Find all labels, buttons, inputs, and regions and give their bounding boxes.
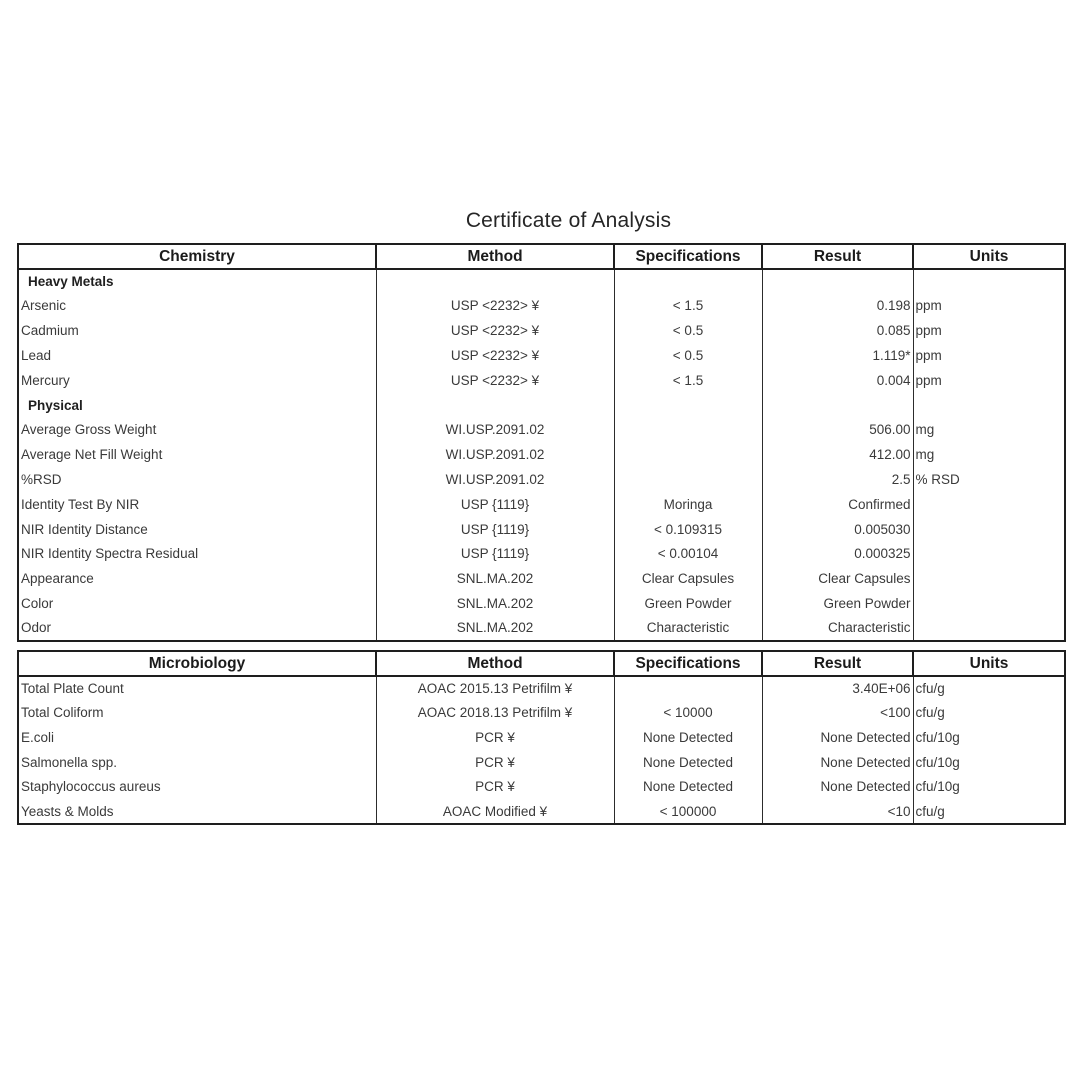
units-cell: cfu/10g: [913, 725, 1065, 750]
result-cell: 1.119*: [762, 343, 913, 368]
table-row: [18, 319, 1065, 344]
result-cell: None Detected: [762, 725, 913, 750]
result-cell: Green Powder: [762, 591, 913, 616]
analyte-cell: Average Gross Weight: [18, 418, 376, 443]
specification-cell: Moringa: [614, 492, 762, 517]
method-cell: AOAC 2018.13 Petrifilm ¥: [376, 701, 614, 726]
units-cell: cfu/g: [913, 799, 1065, 824]
table-row: [18, 725, 1065, 750]
table-row: [18, 294, 1065, 319]
specification-cell: [614, 467, 762, 492]
table-row: [18, 343, 1065, 368]
analyte-cell: Arsenic: [18, 294, 376, 319]
column-header-specifications: Specifications: [614, 244, 762, 269]
table-row: [18, 542, 1065, 567]
specification-cell: [614, 269, 762, 294]
method-cell: USP {1119}: [376, 517, 614, 542]
units-cell: mg: [913, 443, 1065, 468]
units-cell: cfu/10g: [913, 775, 1065, 800]
analyte-cell: Odor: [18, 616, 376, 641]
units-cell: ppm: [913, 294, 1065, 319]
table-row: [18, 591, 1065, 616]
units-cell: cfu/g: [913, 676, 1065, 701]
analyte-cell: Lead: [18, 343, 376, 368]
result-cell: 506.00: [762, 418, 913, 443]
column-header-specifications: Specifications: [614, 651, 762, 676]
specification-cell: Green Powder: [614, 591, 762, 616]
section-row: [18, 393, 1065, 418]
method-cell: PCR ¥: [376, 725, 614, 750]
table-row: [18, 443, 1065, 468]
method-cell: USP <2232> ¥: [376, 294, 614, 319]
table-row: [18, 368, 1065, 393]
result-cell: 0.000325: [762, 542, 913, 567]
section-label-cell: Physical: [18, 393, 376, 418]
result-cell: None Detected: [762, 750, 913, 775]
column-header-units: Units: [913, 651, 1065, 676]
result-cell: Confirmed: [762, 492, 913, 517]
specification-cell: < 1.5: [614, 368, 762, 393]
column-header-chemistry: Chemistry: [18, 244, 376, 269]
table-row: [18, 616, 1065, 641]
chemistry-table-body: [18, 269, 1065, 641]
result-cell: Clear Capsules: [762, 567, 913, 592]
method-cell: [376, 393, 614, 418]
table-row: [18, 701, 1065, 726]
certificate-title: Certificate of Analysis: [465, 209, 672, 232]
header-row: [18, 651, 1065, 676]
analyte-cell: E.coli: [18, 725, 376, 750]
analyte-cell: Identity Test By NIR: [18, 492, 376, 517]
analyte-cell: %RSD: [18, 467, 376, 492]
table-row: [18, 676, 1065, 701]
analyte-cell: Mercury: [18, 368, 376, 393]
microbiology-table: [17, 650, 1066, 825]
units-cell: [913, 269, 1065, 294]
specification-cell: < 10000: [614, 701, 762, 726]
method-cell: SNL.MA.202: [376, 591, 614, 616]
column-header-microbiology: Microbiology: [18, 651, 376, 676]
analyte-cell: Cadmium: [18, 319, 376, 344]
result-cell: <100: [762, 701, 913, 726]
method-cell: WI.USP.2091.02: [376, 443, 614, 468]
specification-cell: < 0.109315: [614, 517, 762, 542]
result-cell: 0.198: [762, 294, 913, 319]
method-cell: AOAC 2015.13 Petrifilm ¥: [376, 676, 614, 701]
analyte-cell: Appearance: [18, 567, 376, 592]
units-cell: cfu/10g: [913, 750, 1065, 775]
column-header-units: Units: [913, 244, 1065, 269]
chemistry-table: [17, 243, 1066, 642]
column-header-result: Result: [762, 651, 913, 676]
units-cell: [913, 517, 1065, 542]
result-cell: 0.005030: [762, 517, 913, 542]
table-row: [18, 799, 1065, 824]
section-label-cell: Heavy Metals: [18, 269, 376, 294]
specification-cell: < 0.5: [614, 319, 762, 344]
specification-cell: Characteristic: [614, 616, 762, 641]
section-row: [18, 269, 1065, 294]
units-cell: ppm: [913, 343, 1065, 368]
method-cell: WI.USP.2091.02: [376, 467, 614, 492]
table-row: [18, 567, 1065, 592]
specification-cell: None Detected: [614, 775, 762, 800]
specification-cell: None Detected: [614, 750, 762, 775]
result-cell: 3.40E+06: [762, 676, 913, 701]
table-row: [18, 418, 1065, 443]
microbiology-table-header: [18, 651, 1065, 676]
analyte-cell: Average Net Fill Weight: [18, 443, 376, 468]
column-header-result: Result: [762, 244, 913, 269]
units-cell: % RSD: [913, 467, 1065, 492]
analyte-cell: Total Plate Count: [18, 676, 376, 701]
method-cell: WI.USP.2091.02: [376, 418, 614, 443]
result-cell: 412.00: [762, 443, 913, 468]
method-cell: AOAC Modified ¥: [376, 799, 614, 824]
specification-cell: [614, 418, 762, 443]
column-header-method: Method: [376, 651, 614, 676]
analyte-cell: Total Coliform: [18, 701, 376, 726]
specification-cell: None Detected: [614, 725, 762, 750]
specification-cell: < 0.5: [614, 343, 762, 368]
units-cell: cfu/g: [913, 701, 1065, 726]
result-cell: [762, 393, 913, 418]
result-cell: 0.085: [762, 319, 913, 344]
result-cell: 0.004: [762, 368, 913, 393]
table-row: [18, 750, 1065, 775]
method-cell: PCR ¥: [376, 775, 614, 800]
method-cell: USP <2232> ¥: [376, 319, 614, 344]
units-cell: [913, 591, 1065, 616]
method-cell: USP <2232> ¥: [376, 368, 614, 393]
analyte-cell: Yeasts & Molds: [18, 799, 376, 824]
method-cell: USP {1119}: [376, 542, 614, 567]
specification-cell: < 100000: [614, 799, 762, 824]
result-cell: 2.5: [762, 467, 913, 492]
table-row: [18, 467, 1065, 492]
column-header-method: Method: [376, 244, 614, 269]
units-cell: [913, 492, 1065, 517]
result-cell: None Detected: [762, 775, 913, 800]
microbiology-table-body: [18, 676, 1065, 824]
specification-cell: [614, 443, 762, 468]
specification-cell: < 0.00104: [614, 542, 762, 567]
table-row: [18, 517, 1065, 542]
analyte-cell: Color: [18, 591, 376, 616]
analyte-cell: NIR Identity Spectra Residual: [18, 542, 376, 567]
units-cell: [913, 393, 1065, 418]
header-row: [18, 244, 1065, 269]
analyte-cell: Staphylococcus aureus: [18, 775, 376, 800]
result-cell: <10: [762, 799, 913, 824]
method-cell: PCR ¥: [376, 750, 614, 775]
analyte-cell: Salmonella spp.: [18, 750, 376, 775]
units-cell: [913, 567, 1065, 592]
chemistry-table-header: [18, 244, 1065, 269]
analyte-cell: NIR Identity Distance: [18, 517, 376, 542]
method-cell: USP {1119}: [376, 492, 614, 517]
units-cell: ppm: [913, 368, 1065, 393]
specification-cell: [614, 393, 762, 418]
specification-cell: [614, 676, 762, 701]
units-cell: [913, 616, 1065, 641]
result-cell: [762, 269, 913, 294]
units-cell: [913, 542, 1065, 567]
specification-cell: Clear Capsules: [614, 567, 762, 592]
specification-cell: < 1.5: [614, 294, 762, 319]
table-row: [18, 775, 1065, 800]
units-cell: ppm: [913, 319, 1065, 344]
units-cell: mg: [913, 418, 1065, 443]
method-cell: SNL.MA.202: [376, 616, 614, 641]
method-cell: USP <2232> ¥: [376, 343, 614, 368]
result-cell: Characteristic: [762, 616, 913, 641]
method-cell: [376, 269, 614, 294]
table-row: [18, 492, 1065, 517]
method-cell: SNL.MA.202: [376, 567, 614, 592]
